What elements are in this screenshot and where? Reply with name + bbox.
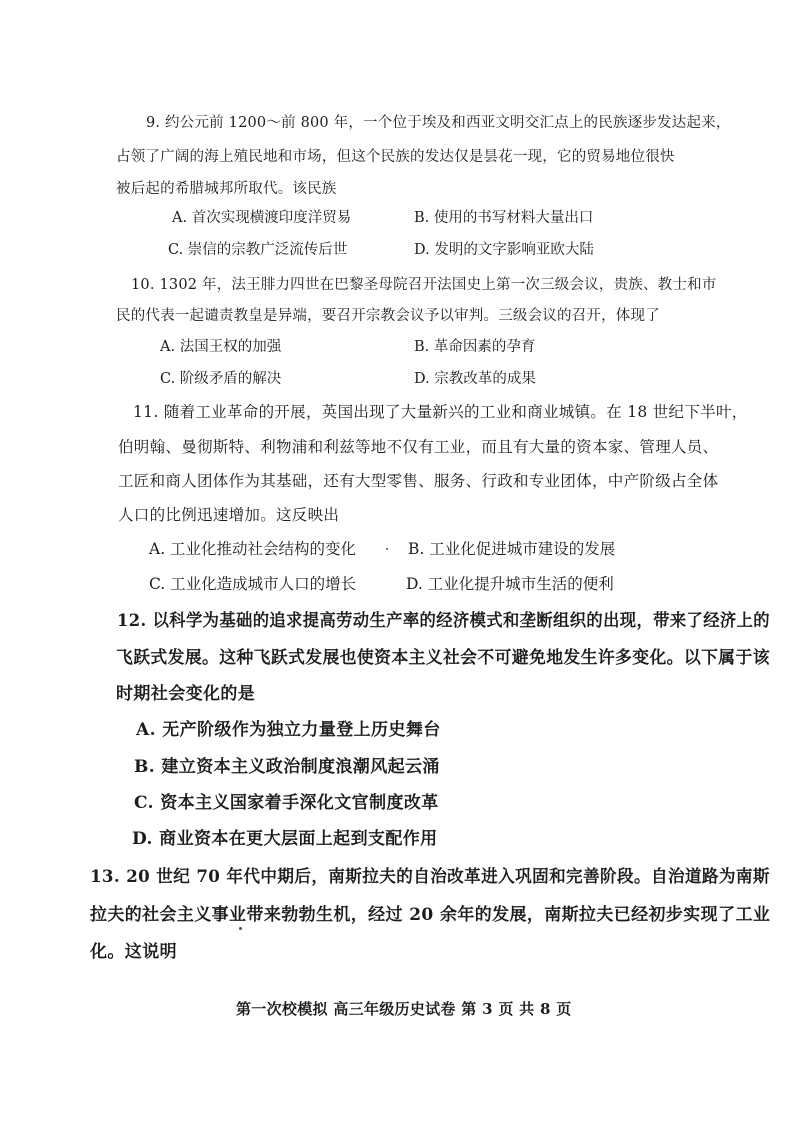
question-11-option-b: B. 工业化促进城市建设的发展 bbox=[408, 540, 616, 558]
question-13-line-3: 化。这说明 bbox=[90, 942, 177, 962]
question-10-option-b: B. 革命因素的孕育 bbox=[414, 339, 536, 355]
question-12-option-b: B. 建立资本主义政治制度浪潮风起云涌 bbox=[134, 757, 440, 777]
question-11-line-4: 人口的比例迅速增加。这反映出 bbox=[118, 506, 340, 524]
question-9-line-2: 占领了广阔的海上殖民地和市场，但这个民族的发达仅是昙花一现，它的贸易地位很快 bbox=[116, 149, 675, 165]
question-11-option-a: A. 工业化推动社会结构的变化 bbox=[149, 540, 357, 558]
question-11-line-1: 11. 随着工业革命的开展，英国出现了大量新兴的工业和商业城镇。在 18 世纪下半叶， bbox=[133, 403, 748, 421]
question-9-option-c: C. 崇信的宗教广泛流传后世 bbox=[168, 242, 348, 258]
question-12-line-2: 飞跃式发展。这种飞跃式发展也使资本主义社会不可避免地发生许多变化。以下属于该 bbox=[116, 648, 770, 668]
question-10-line-1: 10. 1302 年，法王腓力四世在巴黎圣母院召开法国史上第一次三级会议，贵族、教士和市 bbox=[131, 277, 717, 293]
question-11-option-d: D. 工业化提升城市生活的便利 bbox=[406, 575, 614, 593]
question-9-option-a: A. 首次实现横渡印度洋贸易 bbox=[172, 210, 352, 226]
question-10-option-c: C. 阶级矛盾的解决 bbox=[160, 371, 282, 387]
scan-speck bbox=[239, 927, 242, 930]
question-12-option-a: A. 无产阶级作为独立力量登上历史舞台 bbox=[136, 720, 441, 740]
question-12-option-c: C. 资本主义国家着手深化文官制度改革 bbox=[134, 793, 439, 813]
question-12-line-1: 12. 以科学为基础的追求提高劳动生产率的经济模式和垄断组织的出现，带来了经济上的 bbox=[117, 611, 770, 631]
question-10-line-2: 民的代表一起谴责教皇是异端，要召开宗教会议予以审判。三级会议的召开，体现了 bbox=[116, 308, 660, 324]
question-13-line-2: 拉夫的社会主义事业带来勃勃生机，经过 20 余年的发展，南斯拉夫已经初步实现了工业 bbox=[90, 905, 771, 925]
question-11-option-c: C. 工业化造成城市人口的增长 bbox=[149, 575, 357, 593]
question-10-option-d: D. 宗教改革的成果 bbox=[414, 371, 536, 387]
question-9-line-1: 9. 约公元前 1200～前 800 年，一个位于埃及和西亚文明交汇点上的民族逐步发达起来， bbox=[146, 115, 731, 131]
question-11-line-2: 伯明翰、曼彻斯特、利物浦和利兹等地不仅有工业，而且有大量的资本家、管理人员、 bbox=[118, 438, 719, 456]
question-9-line-3: 被后起的希腊城邦所取代。该民族 bbox=[116, 181, 337, 197]
page-footer: 第一次校模拟 高三年级历史试卷 第 3 页 共 8 页 bbox=[236, 1000, 572, 1018]
question-12-line-3: 时期社会变化的是 bbox=[116, 684, 256, 704]
question-9-option-d: D. 发明的文字影响亚欧大陆 bbox=[414, 242, 594, 258]
question-13-line-1: 13. 20 世纪 70 年代中期后，南斯拉夫的自治改革进入巩固和完善阶段。自治道路为南斯 bbox=[90, 867, 770, 887]
question-9-option-b: B. 使用的书写材料大量出口 bbox=[414, 210, 594, 226]
scan-speck bbox=[386, 548, 388, 550]
question-11-line-3: 工匠和商人团体作为其基础，还有大型零售、服务、行政和专业团体，中产阶级占全体 bbox=[118, 472, 719, 490]
question-10-option-a: A. 法国王权的加强 bbox=[160, 339, 282, 355]
question-12-option-d: D. 商业资本在更大层面上起到支配作用 bbox=[132, 829, 438, 849]
